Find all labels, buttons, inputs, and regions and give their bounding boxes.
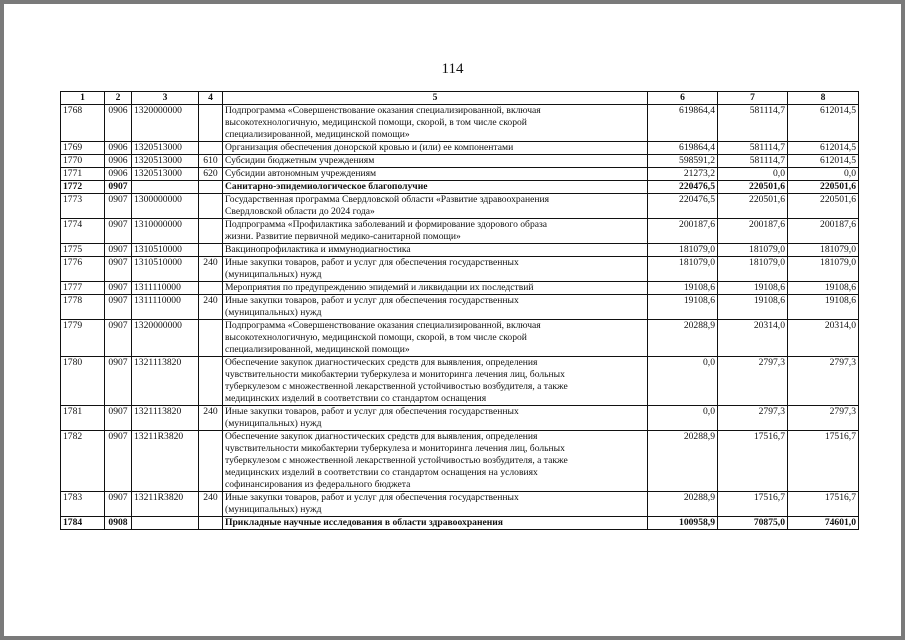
target-article-code: 13211R3820 xyxy=(132,431,199,492)
item-name xyxy=(223,142,648,155)
amount-col-6: 181079,0 xyxy=(648,257,718,282)
amount-col-8: 220501,6 xyxy=(788,194,859,219)
item-name xyxy=(223,282,648,295)
item-name-line: медицинских изделий в соответствии со стандартом оснащения на условиях xyxy=(225,467,538,478)
item-name-line: Иные закупки товаров, работ и услуг для обеспечения государственных xyxy=(225,257,519,268)
item-name-line: Подпрограмма «Совершенствование оказания специализированной, включая xyxy=(225,105,541,116)
amount-col-8: 0,0 xyxy=(788,168,859,181)
amount-col-6: 20288,9 xyxy=(648,492,718,517)
table-row xyxy=(61,282,859,295)
col-header-6: 6 xyxy=(648,92,718,105)
item-name xyxy=(223,406,648,431)
item-name xyxy=(223,517,648,530)
table-row xyxy=(61,142,859,155)
item-name xyxy=(223,431,648,492)
section-code: 0907 xyxy=(105,244,132,257)
expense-type-code xyxy=(199,181,223,194)
item-name-line: чувствительности микобактерии туберкулеза и мониторинга лечения лиц, больных xyxy=(225,443,565,454)
target-article-code: 1321113820 xyxy=(132,406,199,431)
amount-col-8: 612014,5 xyxy=(788,155,859,168)
item-name-line: Иные закупки товаров, работ и услуг для обеспечения государственных xyxy=(225,492,519,503)
amount-col-6: 19108,6 xyxy=(648,295,718,320)
item-name-line: специализированной, медицинской помощи» xyxy=(225,344,410,355)
target-article-code: 1310000000 xyxy=(132,219,199,244)
section-code: 0906 xyxy=(105,155,132,168)
expense-type-code xyxy=(199,105,223,142)
item-name-line: Субсидии бюджетным учреждениям xyxy=(225,155,375,166)
row-number: 1784 xyxy=(61,517,105,530)
expense-type-code xyxy=(199,219,223,244)
section-code: 0908 xyxy=(105,517,132,530)
expense-type-code xyxy=(199,517,223,530)
table-row xyxy=(61,257,859,282)
amount-col-6: 598591,2 xyxy=(648,155,718,168)
section-code: 0907 xyxy=(105,194,132,219)
amount-col-6: 619864,4 xyxy=(648,142,718,155)
item-name-line: Санитарно-эпидемиологическое благополучие xyxy=(225,181,428,192)
section-code: 0907 xyxy=(105,357,132,406)
table-row xyxy=(61,320,859,357)
item-name xyxy=(223,320,648,357)
row-number: 1780 xyxy=(61,357,105,406)
col-header-4: 4 xyxy=(199,92,223,105)
item-name xyxy=(223,295,648,320)
item-name-line: (муниципальных) нужд xyxy=(225,504,322,515)
table-row xyxy=(61,295,859,320)
item-name xyxy=(223,155,648,168)
row-number: 1781 xyxy=(61,406,105,431)
expense-type-code xyxy=(199,320,223,357)
section-code: 0907 xyxy=(105,320,132,357)
target-article-code: 1320513000 xyxy=(132,142,199,155)
target-article-code: 1320000000 xyxy=(132,320,199,357)
amount-col-6: 200187,6 xyxy=(648,219,718,244)
item-name-line: Прикладные научные исследования в области здравоохранения xyxy=(225,517,503,528)
item-name-line: (муниципальных) нужд xyxy=(225,269,322,280)
amount-col-6: 619864,4 xyxy=(648,105,718,142)
section-code: 0907 xyxy=(105,492,132,517)
table-header-row xyxy=(61,92,859,105)
amount-col-7: 0,0 xyxy=(718,168,788,181)
table-body xyxy=(61,105,859,530)
item-name-line: специализированной, медицинской помощи» xyxy=(225,129,410,140)
item-name-line: (муниципальных) нужд xyxy=(225,307,322,318)
row-number: 1778 xyxy=(61,295,105,320)
amount-col-6: 0,0 xyxy=(648,406,718,431)
amount-col-8: 181079,0 xyxy=(788,257,859,282)
amount-col-7: 220501,6 xyxy=(718,194,788,219)
target-article-code: 1320513000 xyxy=(132,168,199,181)
item-name-line: Вакцинопрофилактика и иммунодиагностика xyxy=(225,244,411,255)
expense-type-code: 240 xyxy=(199,257,223,282)
target-article-code: 1321113820 xyxy=(132,357,199,406)
table-row xyxy=(61,517,859,530)
expense-type-code xyxy=(199,244,223,257)
row-number: 1776 xyxy=(61,257,105,282)
table-row xyxy=(61,155,859,168)
section-code: 0907 xyxy=(105,295,132,320)
col-header-7: 7 xyxy=(718,92,788,105)
item-name-line: Подпрограмма «Совершенствование оказания специализированной, включая xyxy=(225,320,541,331)
target-article-code: 1300000000 xyxy=(132,194,199,219)
amount-col-8: 74601,0 xyxy=(788,517,859,530)
row-number: 1774 xyxy=(61,219,105,244)
amount-col-8: 19108,6 xyxy=(788,282,859,295)
section-code: 0907 xyxy=(105,257,132,282)
item-name-line: Государственная программа Свердловской области «Развитие здравоохранения xyxy=(225,194,550,205)
expense-type-code xyxy=(199,357,223,406)
section-code: 0907 xyxy=(105,219,132,244)
expense-type-code xyxy=(199,142,223,155)
row-number: 1775 xyxy=(61,244,105,257)
row-number: 1768 xyxy=(61,105,105,142)
item-name-line: Субсидии автономным учреждениям xyxy=(225,168,377,179)
amount-col-7: 19108,6 xyxy=(718,295,788,320)
amount-col-7: 200187,6 xyxy=(718,219,788,244)
section-code: 0906 xyxy=(105,105,132,142)
row-number: 1769 xyxy=(61,142,105,155)
expense-type-code: 610 xyxy=(199,155,223,168)
target-article-code: 1310510000 xyxy=(132,244,199,257)
amount-col-8: 2797,3 xyxy=(788,357,859,406)
row-number: 1770 xyxy=(61,155,105,168)
target-article-code: 1320513000 xyxy=(132,155,199,168)
amount-col-6: 220476,5 xyxy=(648,181,718,194)
item-name-line: туберкулезом с множественной лекарственной устойчивостью возбудителя, а также xyxy=(225,381,568,392)
item-name-line: высокотехнологичную, медицинской помощи, скорой, в том числе скорой xyxy=(225,117,527,128)
amount-col-7: 581114,7 xyxy=(718,142,788,155)
item-name-line: Иные закупки товаров, работ и услуг для обеспечения государственных xyxy=(225,295,519,306)
col-header-3: 3 xyxy=(132,92,199,105)
amount-col-8: 19108,6 xyxy=(788,295,859,320)
item-name xyxy=(223,219,648,244)
target-article-code: 1320000000 xyxy=(132,105,199,142)
amount-col-7: 17516,7 xyxy=(718,492,788,517)
item-name xyxy=(223,357,648,406)
amount-col-6: 20288,9 xyxy=(648,431,718,492)
amount-col-6: 220476,5 xyxy=(648,194,718,219)
amount-col-7: 19108,6 xyxy=(718,282,788,295)
expense-type-code xyxy=(199,194,223,219)
amount-col-8: 2797,3 xyxy=(788,406,859,431)
table-row xyxy=(61,357,859,406)
target-article-code: 1311110000 xyxy=(132,295,199,320)
item-name-line: Подпрограмма «Профилактика заболеваний и формирование здорового образа xyxy=(225,219,548,230)
expense-type-code xyxy=(199,282,223,295)
item-name-line: Иные закупки товаров, работ и услуг для обеспечения государственных xyxy=(225,406,519,417)
item-name-line: (муниципальных) нужд xyxy=(225,418,322,429)
amount-col-7: 181079,0 xyxy=(718,244,788,257)
item-name xyxy=(223,168,648,181)
item-name-line: Обеспечение закупок диагностических средств для выявления, определения xyxy=(225,357,538,368)
target-article-code xyxy=(132,181,199,194)
section-code: 0907 xyxy=(105,406,132,431)
amount-col-7: 70875,0 xyxy=(718,517,788,530)
expense-type-code xyxy=(199,431,223,492)
item-name-line: Обеспечение закупок диагностических средств для выявления, определения xyxy=(225,431,538,442)
document-page xyxy=(4,4,901,636)
amount-col-7: 2797,3 xyxy=(718,406,788,431)
item-name-line: жизни. Развитие первичной медико-санитарной помощи» xyxy=(225,231,461,242)
amount-col-7: 20314,0 xyxy=(718,320,788,357)
table-row xyxy=(61,492,859,517)
amount-col-8: 612014,5 xyxy=(788,142,859,155)
col-header-8: 8 xyxy=(788,92,859,105)
expense-type-code: 620 xyxy=(199,168,223,181)
amount-col-8: 220501,6 xyxy=(788,181,859,194)
row-number: 1773 xyxy=(61,194,105,219)
amount-col-7: 581114,7 xyxy=(718,105,788,142)
table-row xyxy=(61,194,859,219)
amount-col-7: 220501,6 xyxy=(718,181,788,194)
amount-col-6: 19108,6 xyxy=(648,282,718,295)
amount-col-8: 181079,0 xyxy=(788,244,859,257)
amount-col-6: 181079,0 xyxy=(648,244,718,257)
item-name xyxy=(223,194,648,219)
item-name-line: Мероприятия по предупреждению эпидемий и ликвидации их последствий xyxy=(225,282,534,293)
target-article-code xyxy=(132,517,199,530)
amount-col-6: 100958,9 xyxy=(648,517,718,530)
col-header-2: 2 xyxy=(105,92,132,105)
item-name-line: чувствительности микобактерии туберкулеза и мониторинга лечения лиц, больных xyxy=(225,369,565,380)
item-name-line: туберкулезом с множественной лекарственной устойчивостью возбудителя, а также xyxy=(225,455,568,466)
section-code: 0907 xyxy=(105,181,132,194)
item-name-line: софинансирования из федерального бюджета xyxy=(225,479,411,490)
table-row xyxy=(61,168,859,181)
page-number: 114 xyxy=(441,61,464,77)
table-row xyxy=(61,105,859,142)
col-header-5: 5 xyxy=(223,92,648,105)
amount-col-6: 0,0 xyxy=(648,357,718,406)
table-row xyxy=(61,219,859,244)
section-code: 0907 xyxy=(105,431,132,492)
row-number: 1782 xyxy=(61,431,105,492)
item-name xyxy=(223,105,648,142)
section-code: 0907 xyxy=(105,282,132,295)
item-name-line: Свердловской области до 2024 года» xyxy=(225,206,375,217)
row-number: 1779 xyxy=(61,320,105,357)
section-code: 0906 xyxy=(105,142,132,155)
amount-col-8: 612014,5 xyxy=(788,105,859,142)
item-name-line: медицинских изделий в соответствии со стандартом оснащения xyxy=(225,393,487,404)
amount-col-8: 17516,7 xyxy=(788,431,859,492)
item-name xyxy=(223,257,648,282)
table-row xyxy=(61,406,859,431)
amount-col-7: 2797,3 xyxy=(718,357,788,406)
table-row xyxy=(61,244,859,257)
item-name-line: Организация обеспечения донорской кровью и (или) ее компонентами xyxy=(225,142,514,153)
row-number: 1772 xyxy=(61,181,105,194)
budget-table xyxy=(60,91,859,530)
expense-type-code: 240 xyxy=(199,406,223,431)
row-number: 1771 xyxy=(61,168,105,181)
item-name-line: высокотехнологичную, медицинской помощи, скорой, в том числе скорой xyxy=(225,332,527,343)
amount-col-6: 21273,2 xyxy=(648,168,718,181)
amount-col-7: 17516,7 xyxy=(718,431,788,492)
target-article-code: 13211R3820 xyxy=(132,492,199,517)
item-name xyxy=(223,492,648,517)
amount-col-8: 20314,0 xyxy=(788,320,859,357)
expense-type-code: 240 xyxy=(199,295,223,320)
col-header-1: 1 xyxy=(61,92,105,105)
table-row xyxy=(61,431,859,492)
item-name xyxy=(223,181,648,194)
amount-col-8: 200187,6 xyxy=(788,219,859,244)
amount-col-7: 181079,0 xyxy=(718,257,788,282)
expense-type-code: 240 xyxy=(199,492,223,517)
amount-col-8: 17516,7 xyxy=(788,492,859,517)
table-row xyxy=(61,181,859,194)
item-name xyxy=(223,244,648,257)
row-number: 1783 xyxy=(61,492,105,517)
target-article-code: 1311110000 xyxy=(132,282,199,295)
row-number: 1777 xyxy=(61,282,105,295)
amount-col-6: 20288,9 xyxy=(648,320,718,357)
section-code: 0906 xyxy=(105,168,132,181)
amount-col-7: 581114,7 xyxy=(718,155,788,168)
target-article-code: 1310510000 xyxy=(132,257,199,282)
